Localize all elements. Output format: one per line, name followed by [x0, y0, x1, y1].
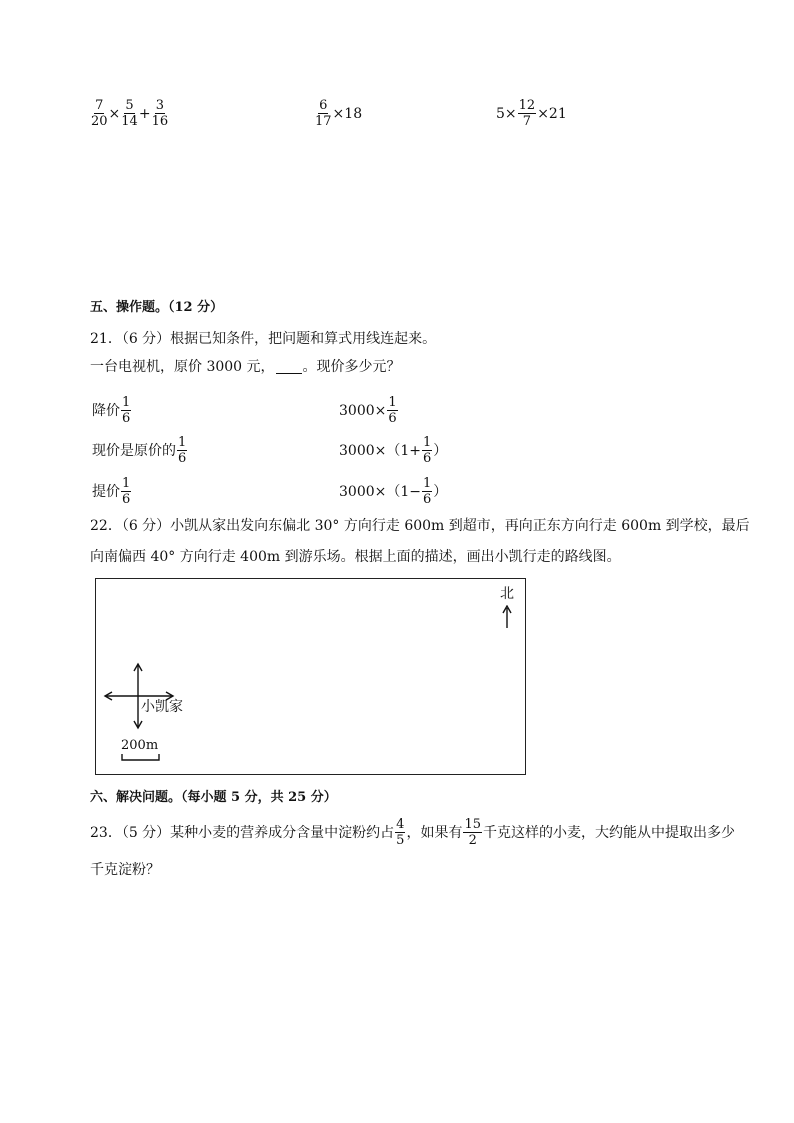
fraction: $\frac{7}{20}$	[91, 98, 108, 129]
fraction: $\frac{12}{7}$	[518, 98, 536, 129]
question-22-line-1: 22．（6 分）小凯从家出发向东偏北 30° 方向行走 600m 到超市，再向正东方向行走 600m 到学校，最后	[90, 518, 750, 534]
fraction: $\frac{6}{17}$	[315, 98, 332, 129]
home-label: 小凯家	[141, 699, 183, 715]
question-23-line-2: 千克淀粉？	[90, 862, 160, 878]
fraction: $\frac{1}{6}$	[423, 476, 432, 507]
north-label: 北	[500, 586, 514, 602]
fraction: $\frac{1}{6}$	[122, 476, 131, 507]
section-title: 五、操作题。（12 分）	[90, 300, 224, 315]
operand: 18	[344, 105, 363, 122]
match-right-item[interactable]: 3000× $\frac{1}{6}$	[339, 395, 397, 426]
fraction: $\frac{3}{16}$	[151, 98, 169, 129]
fraction: $\frac{1}{6}$	[388, 395, 397, 426]
north-arrow-icon	[501, 605, 513, 629]
match-right-item[interactable]: 3000×（1− $\frac{1}{6}$ ）	[339, 476, 448, 507]
expression-3	[496, 99, 567, 128]
question-21-sentence: 一台电视机，原价 3000 元， 。现价多少元？	[90, 359, 401, 375]
scale-bar	[121, 753, 161, 761]
fraction: $\frac{5}{14}$	[121, 98, 138, 129]
fraction: $\frac{1}{6}$	[178, 435, 187, 466]
match-left-item[interactable]: 提价 $\frac{1}{6}$	[92, 476, 131, 507]
expression-2	[314, 99, 362, 128]
operator: +	[138, 105, 151, 122]
operator: ×	[332, 105, 345, 122]
compass-cross-icon	[102, 661, 178, 731]
operand: ×21	[537, 105, 567, 122]
route-drawing-area[interactable]	[95, 578, 526, 775]
scale-label: 200m	[121, 738, 159, 753]
question-21-stem: 21．（6 分）根据已知条件，把问题和算式用线连起来。	[90, 331, 437, 347]
section-title: 六、解决问题。（每小题 5 分，共 25 分）	[90, 790, 337, 805]
fraction: $\frac{15}{2}$	[464, 817, 481, 848]
match-right-item[interactable]: 3000×（1+ $\frac{1}{6}$ ）	[339, 435, 448, 466]
expression-1	[90, 99, 169, 128]
fraction: $\frac{1}{6}$	[423, 435, 432, 466]
fraction: $\frac{4}{5}$	[396, 817, 405, 848]
match-left-item[interactable]: 降价 $\frac{1}{6}$	[92, 395, 131, 426]
operator: ×	[108, 105, 121, 122]
fraction: $\frac{1}{6}$	[122, 395, 131, 426]
question-23-line-1: 23．（5 分）某种小麦的营养成分含量中淀粉约占 $\frac{4}{5}$ ，如果有 $\frac{15}{2}$ 千克这样的小麦，大约能从中提取出多少	[90, 817, 735, 848]
operand: 5×	[496, 105, 517, 122]
question-22-line-2: 向南偏西 40° 方向行走 400m 到游乐场。根据上面的描述，画出小凯行走的路线图。	[90, 549, 621, 565]
answer-blank[interactable]	[276, 361, 302, 374]
match-left-item[interactable]: 现价是原价的 $\frac{1}{6}$	[92, 435, 187, 466]
